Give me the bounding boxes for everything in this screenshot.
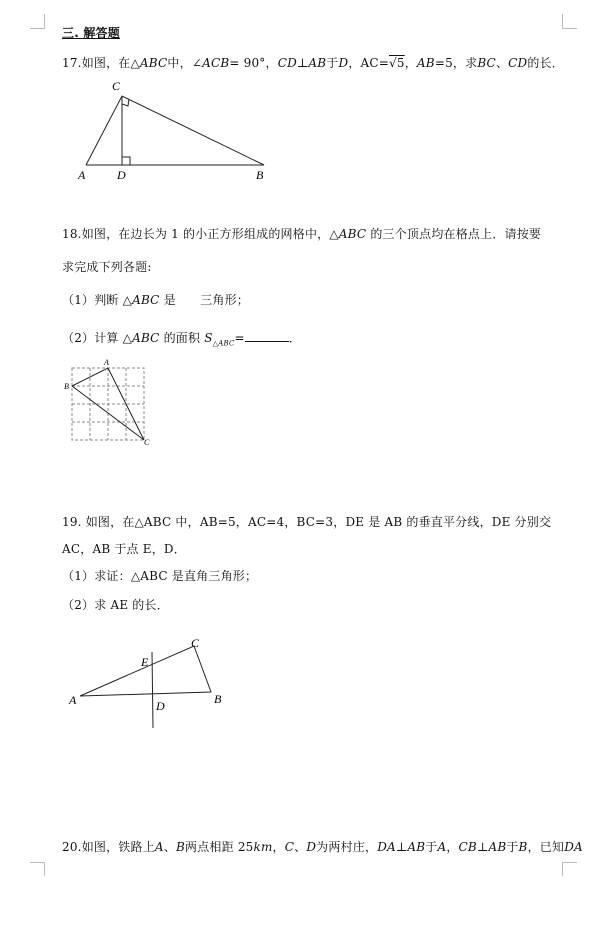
question-19-line2: AC，AB 于点 E，D． bbox=[62, 542, 186, 556]
label-A: A bbox=[69, 693, 77, 707]
question-18-text-line2: 求完成下列各题: bbox=[62, 260, 152, 274]
question-number: 20. bbox=[62, 840, 82, 854]
crop-mark bbox=[562, 862, 563, 876]
crop-mark bbox=[562, 14, 563, 28]
label-E: E bbox=[141, 655, 149, 669]
label-B: B bbox=[214, 692, 222, 706]
question-20-text: 20.如图，铁路上A、B两点相距 25km，C、D为两村庄，DA⊥AB于A，CB⊥AB于B，已知DA bbox=[62, 840, 583, 854]
crop-mark bbox=[44, 862, 45, 876]
crop-mark bbox=[562, 28, 577, 29]
question-18-text: 18.如图，在边长为 1 的小正方形组成的网格中，△ABC 的三个顶点均在格点上．请按要 bbox=[62, 227, 542, 241]
crop-mark bbox=[44, 14, 45, 28]
q18-grid-figure bbox=[60, 356, 160, 448]
label-B: B bbox=[256, 168, 264, 182]
section-title: 三. 解答题 bbox=[62, 26, 120, 40]
question-number: 17. bbox=[62, 56, 82, 70]
question-19-line1: 19. 如图，在△ABC 中，AB=5，AC=4，BC=3，DE 是 AB 的垂直平分线，DE 分别交 bbox=[62, 515, 552, 529]
label-D: D bbox=[117, 168, 126, 182]
q19-triangle-figure bbox=[64, 632, 234, 736]
question-number: 18. bbox=[62, 227, 82, 241]
crop-mark bbox=[562, 862, 577, 863]
question-18-part2: （2）计算 △ABC 的面积 $S_{\triangle ABC}=$ ． bbox=[62, 331, 301, 348]
answer-blank[interactable] bbox=[245, 331, 289, 342]
label-B: B bbox=[64, 382, 69, 391]
crop-mark bbox=[30, 28, 45, 29]
crop-mark bbox=[30, 862, 45, 863]
question-19-part2: （2）求 AE 的长． bbox=[62, 598, 169, 612]
label-A: A bbox=[78, 168, 86, 182]
sqrt-5: √5 bbox=[389, 56, 405, 70]
q17-triangle-figure bbox=[70, 76, 280, 184]
question-19-part1: （1）求证：△ABC 是直角三角形； bbox=[62, 569, 258, 583]
question-17-text: 17.如图，在△ABC中，∠ACB= 90°，CD⊥AB于D，AC=√5，AB=5，求BC、CD的长． bbox=[62, 56, 564, 70]
label-A: A bbox=[104, 358, 109, 367]
label-C: C bbox=[191, 636, 200, 650]
label-C: C bbox=[112, 79, 121, 93]
label-D: D bbox=[156, 699, 165, 713]
label-C: C bbox=[144, 438, 150, 447]
question-18-part1: （1）判断 △ABC 是 三角形； bbox=[62, 293, 249, 307]
